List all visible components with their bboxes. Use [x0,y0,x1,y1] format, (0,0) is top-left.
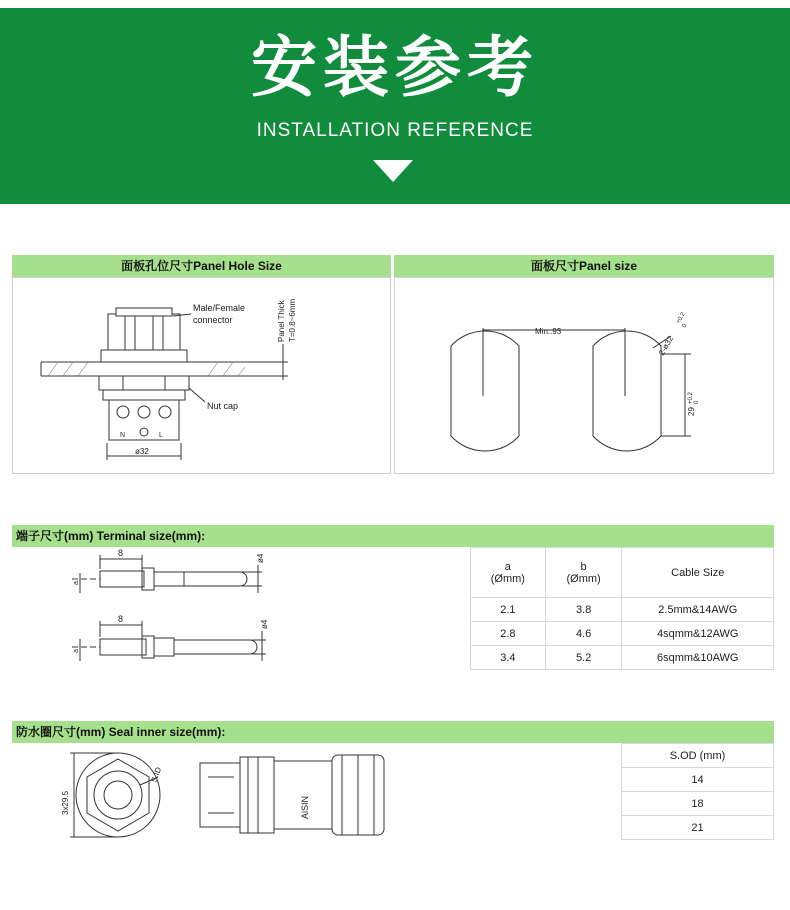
terminal-drawing [12,547,470,669]
seal-size-table [621,743,774,840]
terminal-header: 端子尺寸(mm) Terminal size(mm): [12,525,774,547]
terminal-size-table [470,547,774,670]
terminal-dia-1: ø4 [256,553,265,563]
header-banner [0,8,790,204]
height-tol: +0.2 [688,392,694,404]
col-cable-header: Cable Size [622,548,774,598]
panel-size-drawing [394,277,774,474]
thickness-label: T=0.8~6mm [288,298,297,342]
hole-dia-tol: +0.2 [675,311,687,325]
table-row: 3.4 5.2 6sqmm&10AWG [471,646,774,670]
terminal-a-label-2: a [73,649,80,653]
height-label: 29 [687,407,696,416]
hole-dia-tol-2: 0 [681,323,689,329]
terminal-dia-2: ø4 [260,619,269,629]
table-row: 14 [622,768,774,792]
terminal-length-2: 8 [118,614,124,624]
col-a-header: a (Ømm) [471,548,546,598]
panel-hole-header: 面板孔位尺寸Panel Hole Size [12,255,391,277]
table-row: 2.8 4.6 4sqmm&12AWG [471,622,774,646]
height-tol-2: 0 [694,400,700,404]
min-label: Min.:93 [535,327,562,336]
seal-sid-label: S.ID [149,765,164,784]
seal-dim-label: 3x29.5 [61,790,70,815]
pin-l-label: L [159,432,163,439]
hole-dia-label: 2-ø32 [656,334,676,357]
nut-cap-label: Nut cap [207,401,239,411]
table-row: 21 [622,816,774,840]
terminal-length-1: 8 [118,548,124,558]
panel-hole-drawing [12,277,391,474]
seal-header: 防水圈尺寸(mm) Seal inner size(mm): [12,721,774,743]
connector-label: Male/Female [193,303,246,313]
brand-logo: AiSIN [300,795,310,819]
panel-size-header: 面板尺寸Panel size [394,255,774,277]
banner-title: 安装参考 [251,29,539,106]
banner-subtitle: INSTALLATION REFERENCE [256,120,534,141]
col-b-header: b (Ømm) [545,548,622,598]
chevron-down-icon [373,160,413,182]
connector-label-2: connector [193,315,233,325]
pin-n-label: N [120,432,126,439]
terminal-a-label-1: a [73,581,80,585]
sod-header: S.OD (mm) [622,744,774,768]
dia-label: ø32 [135,447,149,456]
panel-thick-label: Panel Thick [277,300,286,342]
seal-drawing [12,743,620,843]
table-row: 18 [622,792,774,816]
table-row: 2.1 3.8 2.5mm&14AWG [471,598,774,622]
